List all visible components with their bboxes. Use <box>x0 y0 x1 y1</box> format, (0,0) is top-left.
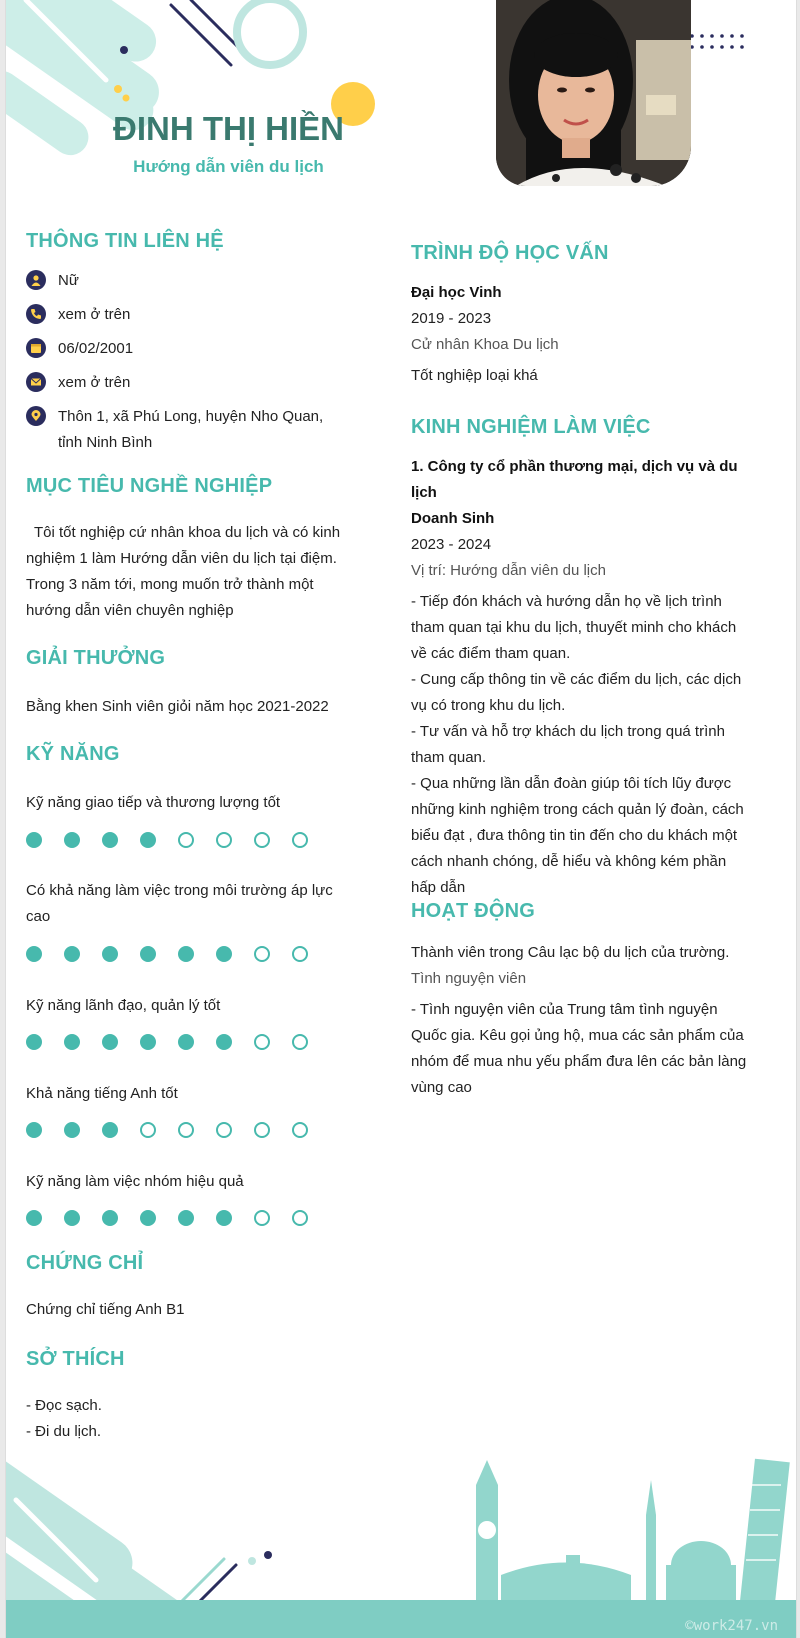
certificate-item: Chứng chỉ tiếng Anh B1 <box>26 1301 185 1318</box>
contact-address: Thôn 1, xã Phú Long, huyện Nho Quan, tỉnh Ninh Bình <box>26 404 323 456</box>
rating-dot-filled <box>102 946 118 962</box>
certificates-heading: CHỨNG CHỈ <box>26 1252 144 1274</box>
skill-rating <box>26 1034 330 1054</box>
rating-dot-empty <box>216 832 232 848</box>
company-name: 1. Công ty cổ phần thương mại, dịch vụ và du lịch Doanh Sinh <box>411 458 738 527</box>
hobbies-heading: SỞ THÍCH <box>26 1348 125 1370</box>
objective-heading: MỤC TIÊU NGHỀ NGHIỆP <box>26 475 273 497</box>
phone-icon <box>26 304 46 324</box>
experience-description: - Tiếp đón khách và hướng dẫn họ về lịch trình tham quan tại khu du lịch, thuyết minh cho khách về các điểm tham quan. - Cung cấp thông tin về các điểm du lịch, các dịch vụ có trong khu du lịch. - Tư vấn và hỗ trợ khách du lịch trong quá trình tham quan. - Qua những lần dẫn đoàn giúp tôi tích lũy được những kinh nghiệm trong cách quản lý đoàn, cách biểu đạt , đưa thông tin tin đến cho du khách một cách nhanh chóng, dễ hiểu và không kém phần hấp dẫn <box>411 593 744 896</box>
experience-years: 2023 - 2024 <box>411 536 492 553</box>
activity-org: Thành viên trong Câu lạc bộ du lịch của trường. <box>411 944 730 961</box>
footer-decoration <box>6 1455 796 1638</box>
awards-heading: GIẢI THƯỞNG <box>26 647 166 669</box>
education-heading: TRÌNH ĐỘ HỌC VẤN <box>411 242 609 264</box>
rating-dot-filled <box>26 1034 42 1050</box>
rating-dot-empty <box>254 1122 270 1138</box>
education-years: 2019 - 2023 <box>411 310 492 327</box>
list-item: - Đọc sạch. <box>26 1397 102 1414</box>
skill-label: Có khả năng làm việc trong môi trường áp lực cao <box>26 882 333 925</box>
rating-dot-filled <box>102 832 118 848</box>
activity-role: Tình nguyện viên <box>411 970 527 987</box>
rating-dot-filled <box>102 1034 118 1050</box>
rating-dot-filled <box>64 946 80 962</box>
education-note: Tốt nghiệp loại khá <box>411 367 538 384</box>
skills-heading: KỸ NĂNG <box>26 743 120 765</box>
location-pin-icon <box>26 406 46 426</box>
rating-dot-empty <box>216 1122 232 1138</box>
skill-rating <box>26 1210 330 1230</box>
rating-dot-filled <box>178 1210 194 1226</box>
rating-dot-empty <box>140 1122 156 1138</box>
rating-dot-filled <box>64 1034 80 1050</box>
rating-dot-filled <box>178 946 194 962</box>
candidate-name: ĐINH THỊ HIỀN <box>113 110 344 147</box>
experience-entry <box>411 454 751 901</box>
rating-dot-empty <box>178 1122 194 1138</box>
person-icon <box>26 270 46 290</box>
rating-dot-empty <box>292 1122 308 1138</box>
rating-dot-empty <box>254 1210 270 1226</box>
rating-dot-empty <box>254 1034 270 1050</box>
rating-dot-filled <box>102 1210 118 1226</box>
rating-dot-empty <box>178 832 194 848</box>
rating-dot-empty <box>292 1034 308 1050</box>
rating-dot-filled <box>26 1122 42 1138</box>
activities-heading: HOẠT ĐỘNG <box>411 900 536 922</box>
rating-dot-filled <box>26 946 42 962</box>
activities-entry <box>411 940 751 1101</box>
rating-dot-filled <box>216 1210 232 1226</box>
rating-dot-empty <box>292 832 308 848</box>
resume-page <box>5 0 797 1638</box>
experience-position: Vị trí: Hướng dẫn viên du lịch <box>411 562 606 579</box>
rating-dot-filled <box>178 1034 194 1050</box>
watermark: ©work247.vn <box>685 1618 778 1634</box>
rating-dot-empty <box>292 946 308 962</box>
rating-dot-empty <box>254 832 270 848</box>
profile-photo <box>496 0 691 186</box>
rating-dot-filled <box>102 1122 118 1138</box>
education-entry <box>411 280 751 389</box>
rating-dot-empty <box>292 1210 308 1226</box>
rating-dot-filled <box>64 1122 80 1138</box>
hobbies-list <box>26 1393 102 1445</box>
experience-heading: KINH NGHIỆM LÀM VIỆC <box>411 416 651 438</box>
rating-dot-filled <box>26 832 42 848</box>
list-item: - Đi du lịch. <box>26 1423 102 1440</box>
contact-heading: THÔNG TIN LIÊN HỆ <box>26 230 224 252</box>
skill-label: Khả năng tiếng Anh tốt <box>26 1085 178 1102</box>
rating-dot-filled <box>140 1034 156 1050</box>
rating-dot-filled <box>140 1210 156 1226</box>
candidate-role: Hướng dẫn viên du lịch <box>133 157 324 176</box>
skill-label: Kỹ năng giao tiếp và thương lượng tốt <box>26 794 281 811</box>
objective-text: Tôi tốt nghiệp cứ nhân khoa du lịch và có kinh nghiệm 1 làm Hướng dẫn viên du lịch tại điệm. Trong 3 năm tới, mong muốn trở thành một hướng dẫn viên chuyên nghiệp <box>26 524 341 619</box>
skill-rating <box>26 1122 330 1142</box>
contact-birthday: 06/02/2001 <box>26 336 133 362</box>
skill-label: Kỹ năng lãnh đạo, quản lý tốt <box>26 997 221 1014</box>
contact-gender: Nữ <box>26 268 79 294</box>
education-major: Cử nhân Khoa Du lịch <box>411 336 559 353</box>
rating-dot-filled <box>140 832 156 848</box>
envelope-icon <box>26 372 46 392</box>
rating-dot-filled <box>26 1210 42 1226</box>
contact-email: xem ở trên <box>26 370 130 396</box>
skill-rating <box>26 946 330 966</box>
rating-dot-filled <box>216 946 232 962</box>
rating-dot-filled <box>216 1034 232 1050</box>
rating-dot-filled <box>64 1210 80 1226</box>
activity-description: - Tình nguyện viên của Trung tâm tình nguyện Quốc gia. Kêu gọi ủng hộ, mua các sản phẩm của nhóm để mua nhu yếu phẩm đưa lên các bản làng vùng cao <box>411 1001 747 1096</box>
rating-dot-filled <box>64 832 80 848</box>
award-item: Bằng khen Sinh viên giỏi năm học 2021-2022 <box>26 698 329 715</box>
rating-dot-filled <box>140 946 156 962</box>
skill-label: Kỹ năng làm việc nhóm hiệu quả <box>26 1173 244 1190</box>
calendar-icon <box>26 338 46 358</box>
skill-rating <box>26 832 330 852</box>
school-name: Đại học Vinh <box>411 284 502 301</box>
rating-dot-empty <box>254 946 270 962</box>
contact-phone: xem ở trên <box>26 302 130 328</box>
